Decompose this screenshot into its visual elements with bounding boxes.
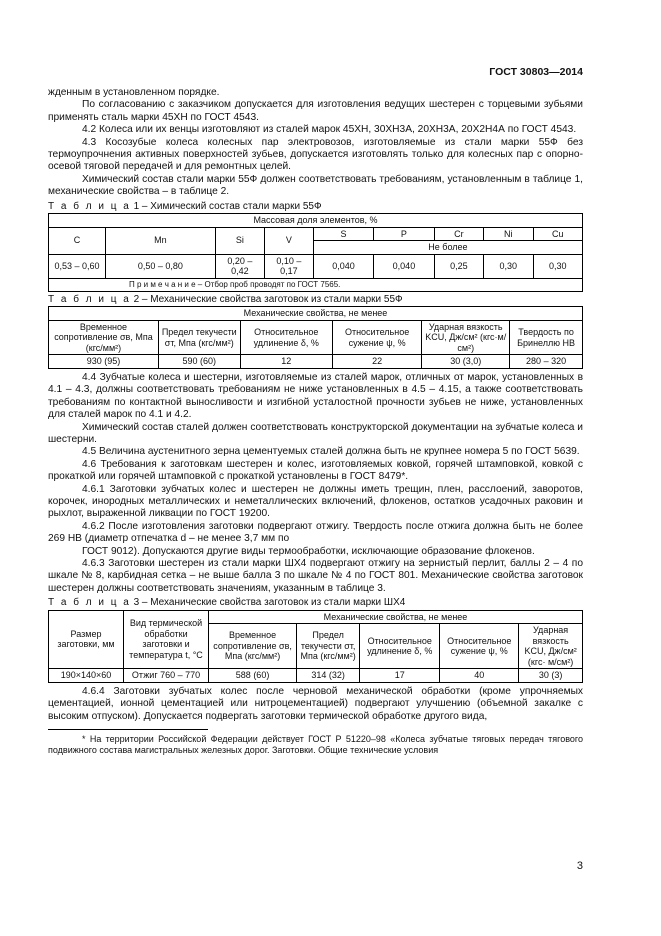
paragraph: 4.6.1 Заготовки зубчатых колес и шестерен не должны иметь трещин, плен, расслоений, заворотов, корочек, инородных металлических и неметаллических включений, флокенов, остатков усадочных раковин и рыхлот, выраженной ликвации по ГОСТ 19200. <box>48 483 583 520</box>
table-cell: 0,040 <box>313 254 373 278</box>
table-header: Временное сопротивление σв, Мпа (кгс/мм²) <box>49 320 159 355</box>
table-header: Cu <box>533 227 582 241</box>
table-cell: 0,10 – 0,17 <box>264 254 313 278</box>
table-header: S <box>313 227 373 241</box>
table-cell: 588 (60) <box>209 669 297 683</box>
paragraph: 4.3 Косозубые колеса колесных пар электровозов, изготовляемые из стали марки 55Ф без термоупрочнения активных поверхностей зубьев, допускается изготовлять только для колесных пар с опорно-осевой тяговой передачей и для ремонтных целей. <box>48 136 583 173</box>
paragraph: 4.5 Величина аустенитного зерна цементуемых сталей должна быть не крупнее номера 5 по ГОСТ 5639. <box>82 446 580 458</box>
document-body <box>48 87 583 756</box>
table-header: Размер заготовки, мм <box>49 610 124 669</box>
standard-header: ГОСТ 30803—2014 <box>489 66 583 78</box>
paragraph: 4.6.3 Заготовки шестерен из стали марки ШХ4 подвергают отжигу на зернистый перлит, баллы 2 – 4 по шкале № 8, карбидная сетка – не выше балла 3 по шкале № 4 по ГОСТ 801. Механические свойства заготовок шестерен должны соответствовать значениям, указанным в таблице 3. <box>48 558 583 594</box>
table3 <box>48 610 583 683</box>
table-cell: 0,25 <box>434 254 483 278</box>
table-header: Вид термической обработки заготовки и температура t, °С <box>124 610 209 669</box>
table-cell: 930 (95) <box>49 355 159 369</box>
table-cell: 22 <box>332 355 421 369</box>
table-note: П р и м е ч а н и е – Отбор проб проводят по ГОСТ 7565. <box>49 278 583 292</box>
table-header: Ударная вязкость KCU, Дж/см² (кгс· м/см²) <box>519 624 583 669</box>
table-cell: 0,30 <box>484 254 533 278</box>
table-cell: 0,20 – 0,42 <box>215 254 264 278</box>
table-cell: 40 <box>440 669 519 683</box>
paragraph: 4.6.2 После изготовления заготовки подвергают отжигу. Твердость после отжига должна быть не более 269 НВ (диаметр отпечатка d – не менее 3,7 мм по <box>48 520 583 545</box>
table-header: Твердость по Бринеллю НВ <box>510 320 583 355</box>
table-cell: 17 <box>360 669 440 683</box>
table-header: Si <box>215 227 264 254</box>
footnote-separator <box>48 729 208 730</box>
table-header: Относительное сужение ψ, % <box>332 320 421 355</box>
paragraph: 4.4 Зубчатые колеса и шестерни, изготовляемые из сталей марок, отличных от марок, установленных в 4.1 – 4.3, должны соответствовать требованиям не ниже установленных в 4.5 – 4.15, а также соответствовать требованиям по контактной выносливости и изгибной усталостной прочности зубьев не ниже, установленных для сталей марок по 4.1 и 4.2. <box>48 371 583 421</box>
table-header: P <box>374 227 434 241</box>
table-header: Механические свойства, не менее <box>49 307 583 321</box>
paragraph: Химический состав сталей должен соответствовать конструкторской документации на зубчатые колеса и шестерни. <box>48 421 583 445</box>
table-header: Cr <box>434 227 483 241</box>
table-header: Ni <box>484 227 533 241</box>
table2-caption: Т а б л и ц а 2 – Механические свойства заготовок из стали марки 55Ф <box>48 294 403 306</box>
table3-caption: Т а б л и ц а 3 – Механические свойства заготовок из стали марки ШХ4 <box>48 597 406 609</box>
paragraph: жденным в установленном порядке. <box>48 87 220 98</box>
paragraph: 4.6 Требования к заготовкам шестерен и колес, изготовляемых ковкой, горячей штамповкой, ковкой с прокаткой или горячей штамповкой с прокаткой установлены в ГОСТ 8479*. <box>48 458 583 483</box>
page-number: 3 <box>576 860 583 872</box>
table-cell: Отжиг 760 – 770 <box>124 669 209 683</box>
table-header: Относительное удлинение δ, % <box>240 320 332 355</box>
table-row <box>49 669 583 683</box>
table-header: Механические свойства, не менее <box>209 610 583 624</box>
table-cell: 314 (32) <box>297 669 360 683</box>
table-row <box>49 254 583 278</box>
table-cell: 0,30 <box>533 254 582 278</box>
footnote: * На территории Российской Федерации действует ГОСТ Р 51220–98 «Колеса зубчатые тяговых передач тягового подвижного состава магистральных железных дорог. Заготовки. Общие технические условия <box>48 733 583 755</box>
table-header: V <box>264 227 313 254</box>
table-row <box>49 355 583 369</box>
table-header: Относительное сужение ψ, % <box>440 624 519 669</box>
table-header: Mn <box>106 227 216 254</box>
paragraph: Химический состав стали марки 55Ф должен соответствовать требованиям, установленным в таблице 1, механические свойства – в таблице 2. <box>48 173 583 198</box>
table2 <box>48 306 583 369</box>
table-header: Ударная вязкость KCU, Дж/см² (кгс·м/см²) <box>422 320 510 355</box>
paragraph: По согласованию с заказчиком допускается для изготовления ведущих шестерен с торцевыми зубьями применять сталь марки 45ХН по ГОСТ 4543. <box>48 99 583 123</box>
table-cell: 280 – 320 <box>510 355 583 369</box>
table-cell: 590 (60) <box>158 355 240 369</box>
paragraph: 4.6.4 Заготовки зубчатых колес после черновой механической обработки (кроме упрочняемых цементацией, ионной цементацией или нитроцементацией) подвергают улучшению (объемной закалке с высоким отпуском). Допускается подвергать заготовки термической обработке другого вида, <box>48 685 583 722</box>
paragraph: 4.2 Колеса или их венцы изготовляют из сталей марок 45ХН, 30ХН3А, 20ХН3А, 20Х2Н4А по ГОСТ 4543. <box>82 124 577 136</box>
table-cell: 0,50 – 0,80 <box>106 254 216 278</box>
table-header: Временное сопротивление σв, Мпа (кгс/мм²) <box>209 624 297 669</box>
paragraph: ГОСТ 9012). Допускаются другие виды термообработки, исключающие образование флокенов. <box>82 545 535 557</box>
table1-caption: Т а б л и ц а 1 – Химический состав стали марки 55Ф <box>48 200 322 212</box>
table-cell: 12 <box>240 355 332 369</box>
table-cell: 0,040 <box>374 254 434 278</box>
table-header: Предел текучести σт, Мпа (кгс/мм²) <box>158 320 240 355</box>
table-header: C <box>49 227 106 254</box>
table1 <box>48 213 583 292</box>
table-cell: 0,53 – 0,60 <box>49 254 106 278</box>
table-cell: 30 (3) <box>519 669 583 683</box>
table-cell: 30 (3,0) <box>422 355 510 369</box>
table-header: Не более <box>313 241 582 255</box>
table-header: Массовая доля элементов, % <box>49 214 583 228</box>
table-header: Предел текучести σт, Мпа (кгс/мм²) <box>297 624 360 669</box>
table-header: Относительное удлинение δ, % <box>360 624 440 669</box>
table-cell: 190×140×60 <box>49 669 124 683</box>
